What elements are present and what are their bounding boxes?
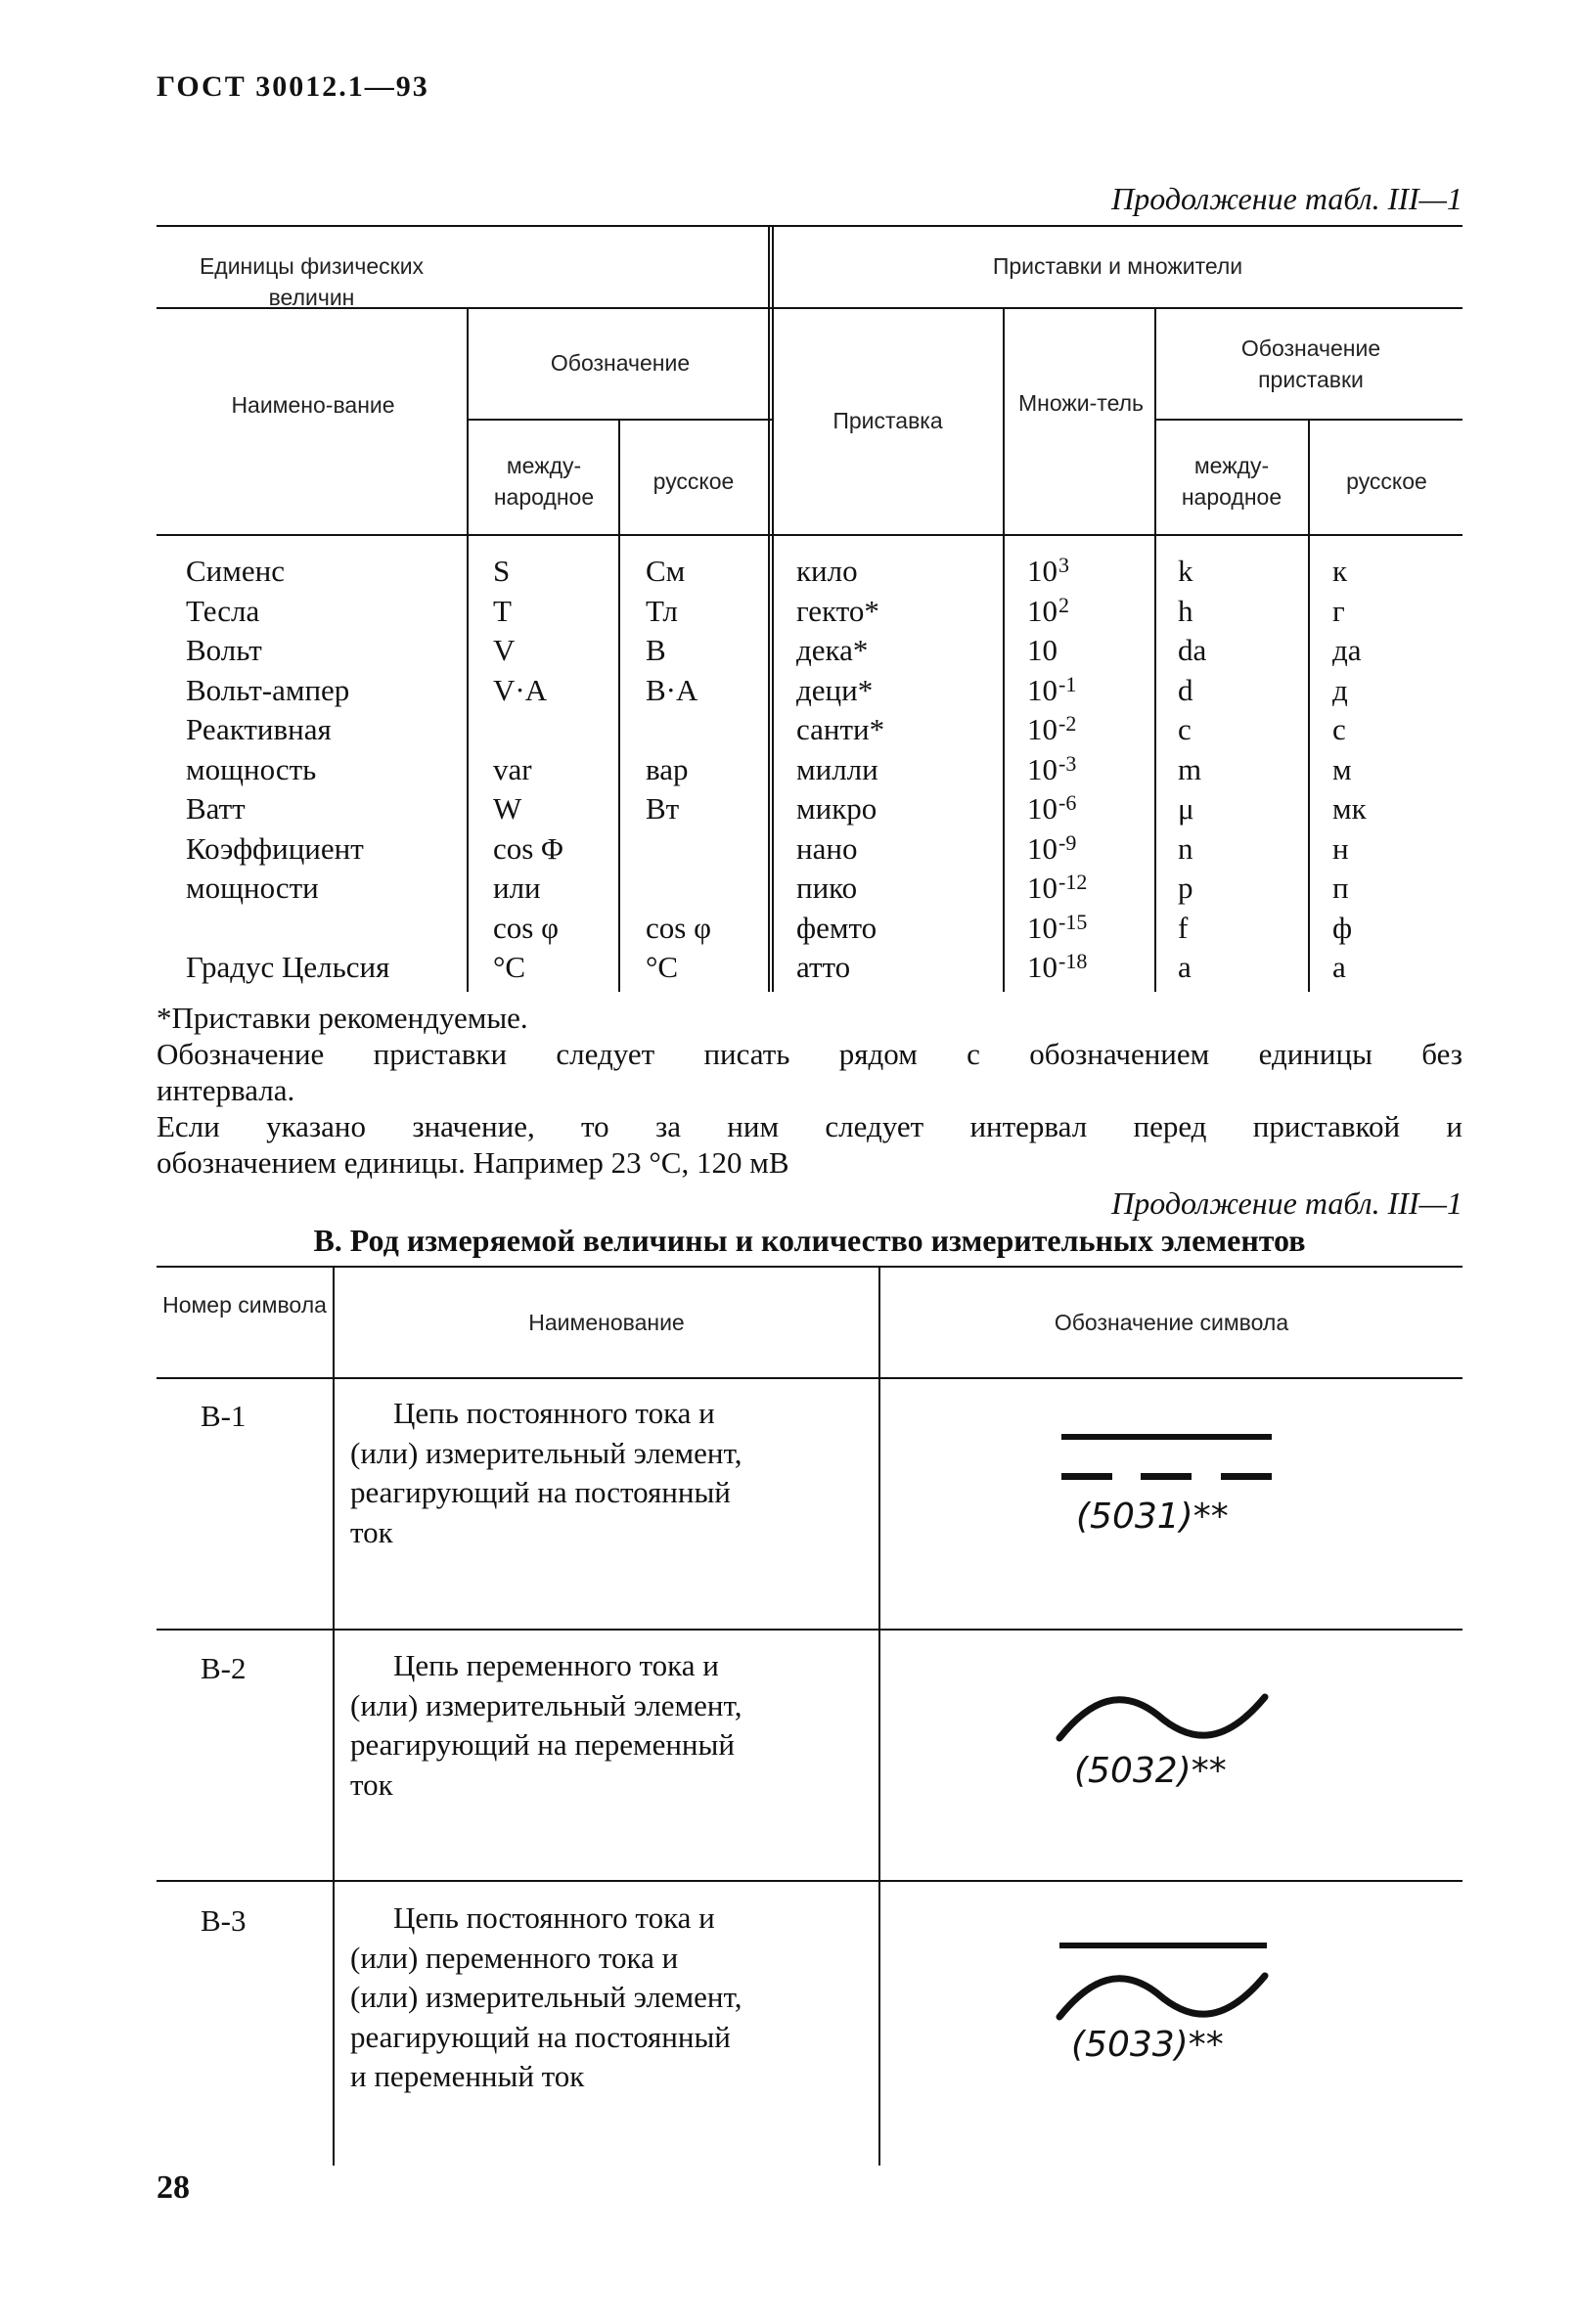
t1-multiplier-exponent: -2 (1058, 711, 1077, 736)
t1-unit-name: Тесла (186, 593, 260, 628)
t1-multiplier-exponent: -12 (1058, 870, 1088, 894)
t1-unit-name: Коэффициент (186, 830, 364, 866)
t1-prefix-intl-column (1178, 552, 1206, 988)
t2-row2-code: (5032)** (1074, 1751, 1227, 1791)
t1-multiplier-base: 10 (1027, 672, 1058, 707)
t2-row3-line: реагирующий на постоянный (350, 2019, 731, 2054)
t1-unit-name (186, 909, 389, 949)
t1-multiplier-base: 10 (1027, 871, 1058, 905)
t2-row-rule-1 (157, 1629, 1462, 1631)
t1-multiplier (1027, 829, 1087, 870)
t1-prefix-rus: н (1332, 830, 1349, 866)
t2-row-rule-2 (157, 1880, 1462, 1882)
t1-multiplier (1027, 592, 1087, 632)
t1-unit-rus: См (646, 554, 686, 588)
t1-prefix-rus: м (1332, 751, 1352, 786)
t1-prefix: гекто* (796, 593, 879, 628)
t1-multiplier (1027, 710, 1087, 750)
t1-prefix: деци* (796, 672, 874, 707)
t1-unit-rus: °C (646, 950, 679, 984)
t1-top-rule (157, 225, 1462, 227)
t2-row1-number: В-1 (201, 1399, 247, 1433)
dc-symbol-icon (1057, 1428, 1282, 1487)
t1-unit-rus: Вт (646, 791, 680, 826)
t2-row1-line: ток (350, 1514, 393, 1549)
t1-prefix: микро (796, 791, 878, 826)
t2-row2-line: Цепь переменного тока и (393, 1648, 719, 1682)
t1-prefix-rus-column (1332, 552, 1367, 988)
t2-row2-line: реагирующий на переменный (350, 1727, 735, 1762)
ac-symbol-icon (1052, 1677, 1277, 1756)
t2-row1-description (350, 1394, 742, 1552)
t1-vrule-4 (1003, 307, 1005, 992)
t1-multiplier-exponent: -6 (1058, 790, 1077, 815)
t1-vrule-1 (467, 307, 469, 992)
t2-row2-line: (или) измерительный элемент, (350, 1687, 742, 1722)
t1-vrule-2 (618, 419, 620, 992)
t1-unit-name: мощность (186, 751, 317, 786)
table1-continuation: Продолжение табл. III—1 (1111, 181, 1462, 216)
t1-prefix-rus: к (1332, 554, 1348, 588)
t2-row1-code: (5031)** (1076, 1497, 1229, 1537)
t1-multiplier-base: 10 (1027, 633, 1058, 667)
page-number: 28 (157, 2169, 190, 2206)
t1-unit-rus (646, 869, 711, 909)
t1-multiplier (1027, 869, 1087, 909)
t1-unit-name: мощности (186, 871, 319, 905)
t1-unit-intl (493, 710, 563, 750)
t1-prefix-column (796, 552, 884, 988)
t2-row3-number: В-3 (201, 1903, 247, 1938)
t2-row3-description (350, 1899, 742, 2097)
t1-col-multiplier: Множи-тель (1018, 390, 1144, 416)
t1-units-intl-column (493, 552, 563, 988)
t2-row1-line: (или) измерительный элемент, (350, 1435, 742, 1470)
t2-vrule-2 (878, 1266, 880, 2166)
t1-unit-intl: °C (493, 950, 526, 984)
t1-prefix: нано (796, 830, 858, 866)
t2-header-rule (157, 1377, 1462, 1379)
t2-row3-line: и переменный ток (350, 2059, 585, 2093)
t1-group-left: Единицы физических величин (199, 253, 425, 310)
t1-vrule-6 (1308, 419, 1310, 992)
t1-vrule-3a (768, 225, 770, 992)
t1-group-right: Приставки и множители (992, 253, 1243, 279)
t1-unit-name: Градус Цельсия (186, 950, 390, 984)
t1-multiplier (1027, 789, 1087, 829)
t1-col-name: Наимено-вание (231, 392, 395, 418)
document-title: ГОСТ 30012.1—93 (157, 70, 429, 103)
note-designation-line1: Обозначение приставки следует писать рядом с обозначением единицы без (157, 1037, 1462, 1071)
t2-row3-code: (5033)** (1071, 2025, 1224, 2065)
t1-prefix-intl: f (1178, 910, 1189, 945)
t1-prefix-rus: д (1332, 672, 1348, 707)
t2-row3-line: Цепь постоянного тока и (393, 1900, 715, 1935)
t1-unit-intl: V·A (493, 672, 548, 707)
t1-prefix-rus: мк (1332, 791, 1367, 826)
t1-multiplier-exponent: -3 (1058, 750, 1077, 776)
t1-multiplier-base: 10 (1027, 950, 1058, 984)
table2-continuation: Продолжение табл. III—1 (1111, 1185, 1462, 1221)
t1-prefix: пико (796, 871, 858, 905)
t2-row3-line: (или) переменного тока и (350, 1940, 679, 1975)
t1-prefix: санти* (796, 712, 885, 746)
t1-multiplier-base: 10 (1027, 830, 1058, 866)
t2-col-number: Номер символа (162, 1292, 327, 1318)
t2-row1-line: реагирующий на постоянный (350, 1475, 731, 1509)
t1-prefix-intl: da (1178, 633, 1207, 667)
t2-row2-number: В-2 (201, 1651, 247, 1685)
t1-unit-rus: Тл (646, 593, 678, 628)
t1-multiplier-column (1027, 552, 1087, 988)
t1-prefix-rus: а (1332, 950, 1346, 984)
t1-unit-intl: V (493, 633, 516, 667)
t2-row1-line: Цепь постоянного тока и (393, 1396, 715, 1430)
t1-multiplier-exponent: -1 (1058, 671, 1077, 696)
t2-col-symbol: Обозначение символа (1054, 1310, 1289, 1335)
t1-prefix-intl: c (1178, 712, 1192, 746)
t1-prefix-intl: a (1178, 950, 1192, 984)
t2-col-name: Наименование (528, 1310, 685, 1335)
t1-prefix-intl: n (1178, 830, 1193, 866)
table2-title: В. Род измеряемой величины и количество измерительных элементов (313, 1223, 1306, 1258)
t1-prefix-rus: да (1332, 633, 1362, 667)
note-recommended: *Приставки рекомендуемые. (157, 1001, 528, 1035)
t1-unit-intl: T (493, 593, 512, 628)
t1-unit-name: Ватт (186, 791, 246, 826)
t1-prefix: милли (796, 751, 878, 786)
t1-multiplier-exponent: -15 (1058, 909, 1088, 934)
note-designation-line2: интервала. (157, 1073, 295, 1107)
t1-col-prefix: Приставка (832, 408, 943, 433)
t1-multiplier-base: 10 (1027, 554, 1058, 588)
t1-sub-rule-left (468, 419, 773, 421)
t1-multiplier-exponent: 3 (1058, 553, 1069, 577)
t1-col-p-intl: между-народное (1181, 453, 1282, 510)
t1-unit-intl: S (493, 554, 511, 588)
t2-row3-line: (или) измерительный элемент, (350, 1980, 742, 2014)
t1-prefix-intl: k (1178, 554, 1193, 588)
t1-unit-name: Реактивная (186, 712, 332, 746)
t1-unit-rus: В·А (646, 672, 698, 707)
t1-prefix-intl: μ (1178, 791, 1194, 826)
t1-multiplier-base: 10 (1027, 751, 1058, 786)
t1-prefix-rus: ф (1332, 910, 1353, 945)
t1-multiplier-exponent: -9 (1058, 829, 1077, 855)
t2-row2-description (350, 1646, 742, 1805)
t1-multiplier-exponent: 2 (1058, 592, 1069, 617)
t1-multiplier (1027, 948, 1087, 988)
t1-prefix-rus: г (1332, 593, 1345, 628)
t1-multiplier (1027, 552, 1087, 592)
note-interval-line2: обозначением единицы. Например 23 °С, 120 мВ (157, 1145, 789, 1180)
t1-units-rus-column (646, 552, 711, 988)
t1-prefix-rus: с (1332, 712, 1346, 746)
t1-prefix-intl: m (1178, 751, 1202, 786)
t1-multiplier (1027, 909, 1087, 949)
t1-col-designation: Обозначение (550, 350, 691, 376)
t1-prefix-intl: d (1178, 672, 1193, 707)
t1-multiplier-base: 10 (1027, 593, 1058, 628)
t2-row2-line: ток (350, 1766, 393, 1802)
t1-header-rule (157, 534, 1462, 536)
t1-col-prefix-designation: Обозначение приставки (1240, 335, 1381, 392)
ac-dc-symbol-icon (1052, 1937, 1277, 2034)
t1-prefix: дека* (796, 633, 869, 667)
t1-multiplier (1027, 671, 1087, 711)
t1-vrule-5 (1154, 307, 1156, 992)
t1-unit-rus (646, 829, 711, 870)
t1-multiplier (1027, 631, 1087, 671)
t1-vrule-3b (772, 225, 774, 992)
t1-unit-intl: var (493, 751, 532, 786)
t1-units-name-column (186, 552, 389, 988)
t1-unit-name: Вольт-ампер (186, 672, 350, 707)
t1-multiplier-base: 10 (1027, 712, 1058, 746)
t1-prefix: атто (796, 950, 851, 984)
t1-prefix-intl: h (1178, 593, 1193, 628)
t1-multiplier-base: 10 (1027, 910, 1058, 945)
t1-multiplier-exponent: -18 (1058, 949, 1088, 973)
t1-unit-rus (646, 710, 711, 750)
t2-vrule-1 (333, 1266, 335, 2166)
t1-unit-intl: W (493, 791, 522, 826)
t1-unit-rus: cos φ (646, 910, 711, 945)
t1-prefix-rus: п (1332, 871, 1349, 905)
t1-unit-intl: cos Φ (493, 830, 563, 866)
t1-col-rus: русское (652, 469, 735, 494)
t1-unit-intl: или (493, 871, 541, 905)
t1-col-intl: между-народное (493, 453, 595, 510)
t1-prefix: фемто (796, 910, 878, 945)
t1-prefix: кило (796, 554, 858, 588)
t1-unit-intl: cos φ (493, 910, 559, 945)
t1-multiplier (1027, 750, 1087, 790)
note-interval-line1: Если указано значение, то за ним следует интервал перед приставкой и (157, 1109, 1462, 1143)
t1-col-p-rus: русское (1346, 469, 1427, 494)
t1-multiplier-base: 10 (1027, 791, 1058, 826)
t1-unit-name: Вольт (186, 633, 262, 667)
t1-prefix-intl: p (1178, 871, 1193, 905)
t1-unit-rus: вар (646, 751, 689, 786)
t1-unit-name: Сименс (186, 554, 285, 588)
t2-top-rule (157, 1266, 1462, 1268)
t1-unit-rus: В (646, 633, 666, 667)
